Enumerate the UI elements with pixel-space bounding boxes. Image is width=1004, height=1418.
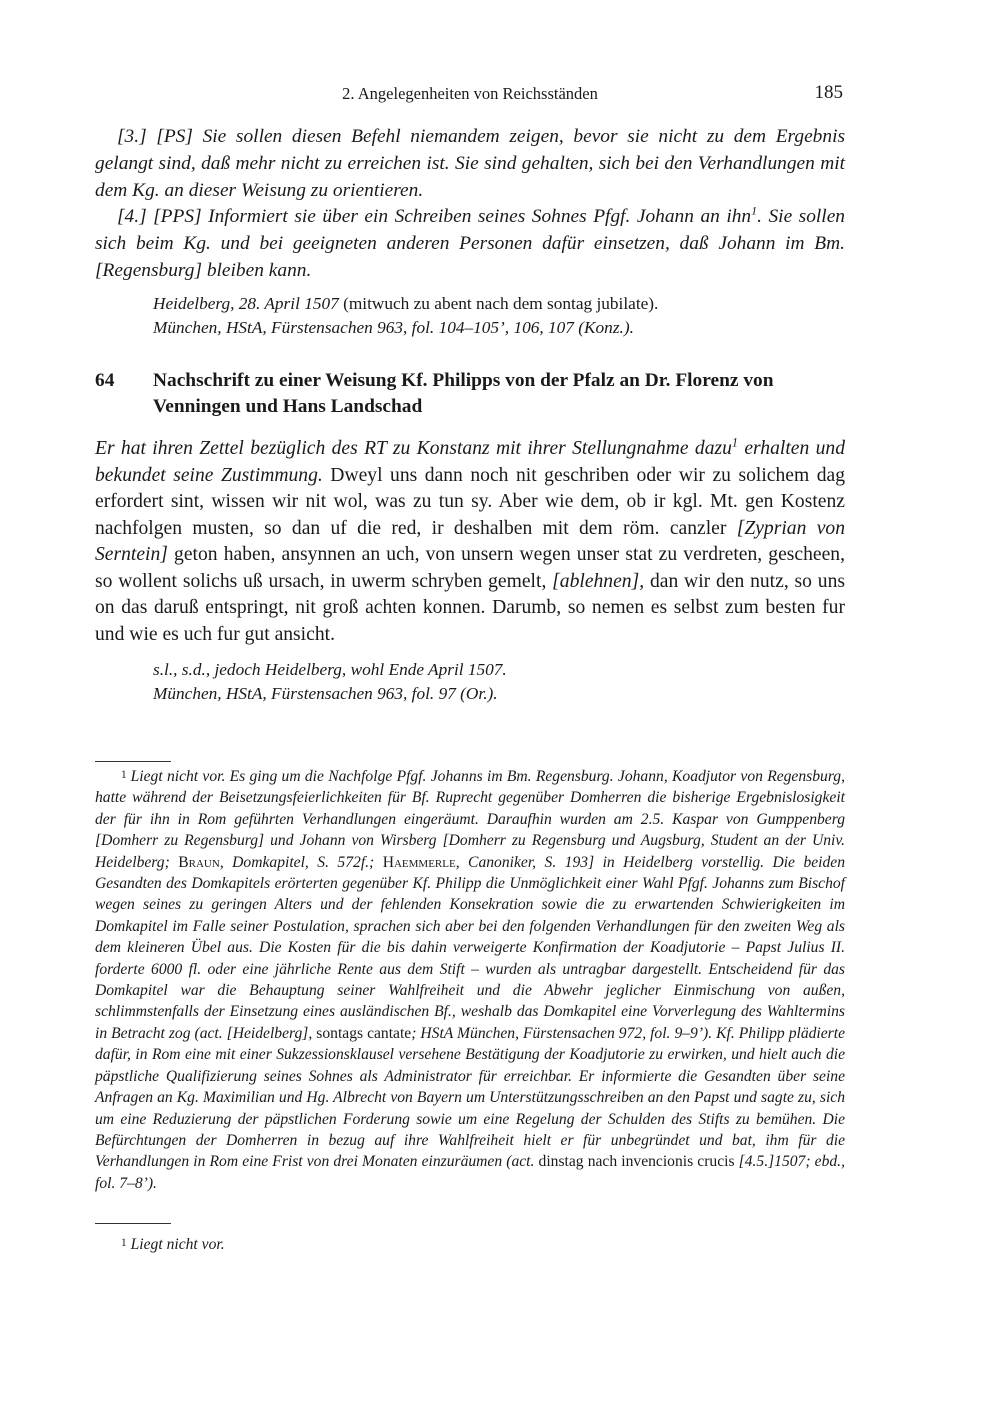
ps-paragraph-3: [3.] [PS] Sie sollen diesen Befehl niemandem zeigen, bevor sie nicht zu dem Ergebnis gelangt sind, daß mehr nicht zu erreichen ist. Sie sind gehalten, sich bei den Verhandlungen mit dem Kg. an dieser Weisung zu orientieren.	[95, 126, 845, 201]
author-name: Haemmerle	[382, 853, 456, 871]
source-block-2	[153, 658, 853, 706]
footnote-text-d: ; HStA München, Fürstensachen 972, fol. 9–9’). Kf. Philipp plädierte dafür, in Rom eine mit einer Sukzessionsklausel versehene Bestätigung der Koadjutorie zu erwirken, und hielt auch die päpstliche Qualifizierung seines Sohnes als Administrator für erreichbar. Er informierte die Gesandten über seine Anfragen an Kg. Maximilian und Hg. Albrecht von Bayern um Unterstützungsschreiben an den Papst und sagte zu, sich um eine Reduzierung der päpstlichen Forderung sowie um eine Regelung der Schulden des Stifts zu bemühen. Die Befürchtungen der Domherren in bezug auf ihre Wahlfreiheit hielt er für unbegründet und bat, ihm für die Verhandlungen in Rom eine Frist von drei Monaten einzuräumen (act.	[95, 1024, 846, 1171]
footnote-original-text: sontags cantate	[316, 1024, 412, 1042]
footnote-text: Liegt nicht vor.	[130, 1236, 225, 1253]
running-head: 2. Angelegenheiten von Reichsständen	[342, 84, 598, 103]
archive-line: München, HStA, Fürstensachen 963, fol. 97 (Or.).	[153, 684, 498, 703]
ps4-text-a: [4.] [PPS] Informiert sie über ein Schreiben seines Sohnes Pfgf. Johann an ihn	[117, 206, 752, 227]
regest-text: Er hat ihren Zettel bezüglich des RT zu Konstanz mit ihrer Stellungnahme dazu	[95, 438, 732, 459]
source-text-2: geton haben, ansynnen an uch, von unsern wegen unser stat zu verdreten, gescheen, so wollent solichs uß ursach, in uwerm schryben gemelt,	[95, 544, 845, 592]
footnote-text-b: , Domkapitel, S. 572f.;	[219, 853, 383, 871]
footnote-ref: 1	[731, 435, 738, 450]
source-block-1	[153, 292, 853, 340]
footnote-original-text: dinstag nach invencionis crucis	[538, 1153, 735, 1171]
footnote-rule	[95, 1223, 171, 1224]
author-name: Braun	[178, 853, 220, 871]
footnote-ref: 1	[751, 203, 758, 218]
page-header	[95, 82, 845, 106]
regest-text-2: erhalten und bekundet seine Zustimmung.	[95, 438, 845, 486]
footnote-text-c: , Canoniker, S. 193] in Heidelberg vorstellig. Die beiden Gesandten des Domkapitels erörterten gegenüber Kf. Philipp die Unmöglichkeit einer Wahl Pfgf. Johanns zum Bischof wegen seines zu geringen Alters und der fehlenden Konsekration sowie die zu erwartenden Schwierigkeiten im Domkapitel im Falle seiner Postulation, sprachen sich aber bei den folgenden Verhandlungen für den zweiten Weg als dem kleineren Übel aus. Die Kosten für die bis dahin verweigerte Konfirmation der Koadjutorie – Papst Julius II. forderte 6000 fl. oder eine jährliche Rente aus dem Stift – wurden als untragbar dargestellt. Entscheidend für das Domkapitel war die Behauptung seiner Wahlfreiheit und die Abwehr jeglicher Einmischung von außen, schlimmstenfalls der Einsetzung eines ausländischen Bf., weshalb das Domkapitel eine Vorverlegung des Wahltermins in Betracht zog (act. [Heidelberg],	[95, 853, 846, 1042]
footnote-mark: 1	[121, 769, 127, 781]
page-number: 185	[814, 82, 843, 103]
ps4-text-b: . Sie sollen sich beim Kg. und bei geeigneten anderen Personen dafür einsetzen, daß Johann im Bm. [Regensburg] bleiben kann.	[95, 206, 845, 281]
document-title: Nachschrift zu einer Weisung Kf. Philipps von der Pfalz an Dr. Florenz von Venningen und Hans Landschad	[153, 370, 774, 417]
ps-paragraph-4	[95, 203, 845, 284]
footnote-mark: 1	[121, 1237, 127, 1249]
editor-note-2: [ablehnen],	[552, 570, 645, 592]
date-original: (mitwuch zu abent nach dem sontag jubilate).	[338, 294, 659, 313]
footnote-2	[95, 1233, 845, 1255]
footnote-rule	[95, 761, 171, 762]
date-line: s.l., s.d., jedoch Heidelberg, wohl Ende April 1507.	[153, 660, 507, 679]
footnote-1	[95, 765, 845, 1194]
date-line	[153, 292, 853, 316]
source-text-1: Dweyl uns dann noch nit geschriben oder wir zu solichem dag erfordert sint, wissen wir nit wol, was zu tun sy. Aber wie dem, ob ir kgl. Mt. gen Kostenz nachfolgen musten, so dan uf die red, ir deshalben mit dem röm. canzler	[95, 464, 846, 539]
document-body	[95, 436, 845, 648]
source-text-3: dan wir den nutz, so uns on das daruß entspringt, nit groß achten konnen. Darumb, so nemen es selbst zum besten fur und wie es uch fur gut ansicht.	[95, 570, 845, 645]
date-place: Heidelberg, 28. April 1507	[153, 294, 339, 313]
document-number: 64	[95, 370, 115, 391]
footnote-text-e: [4.5.]1507; ebd., fol. 7–8’).	[95, 1153, 845, 1192]
editor-note-1: [Zyprian von Serntein]	[95, 517, 845, 565]
footnote-text-a: Liegt nicht vor. Es ging um die Nachfolge Pfgf. Johanns im Bm. Regensburg. Johann, Koadjutor von Regensburg, hatte während der Beisetzungsfeierlichkeiten für Bf. Ruprecht gegenüber Domherren die bisherige Ergebnislosigkeit der für ihn in Rom geführten Verhandlungen eingeräumt. Daraufhin wurden am 2.5. Kaspar von Gumppenberg [Domherr zu Regensburg] und Johann von Wirsberg [Domherr zu Regensburg und Augsburg, Student an der Univ. Heidelberg;	[95, 768, 845, 871]
archive-line: München, HStA, Fürstensachen 963, fol. 104–105’, 106, 107 (Konz.).	[153, 318, 634, 337]
